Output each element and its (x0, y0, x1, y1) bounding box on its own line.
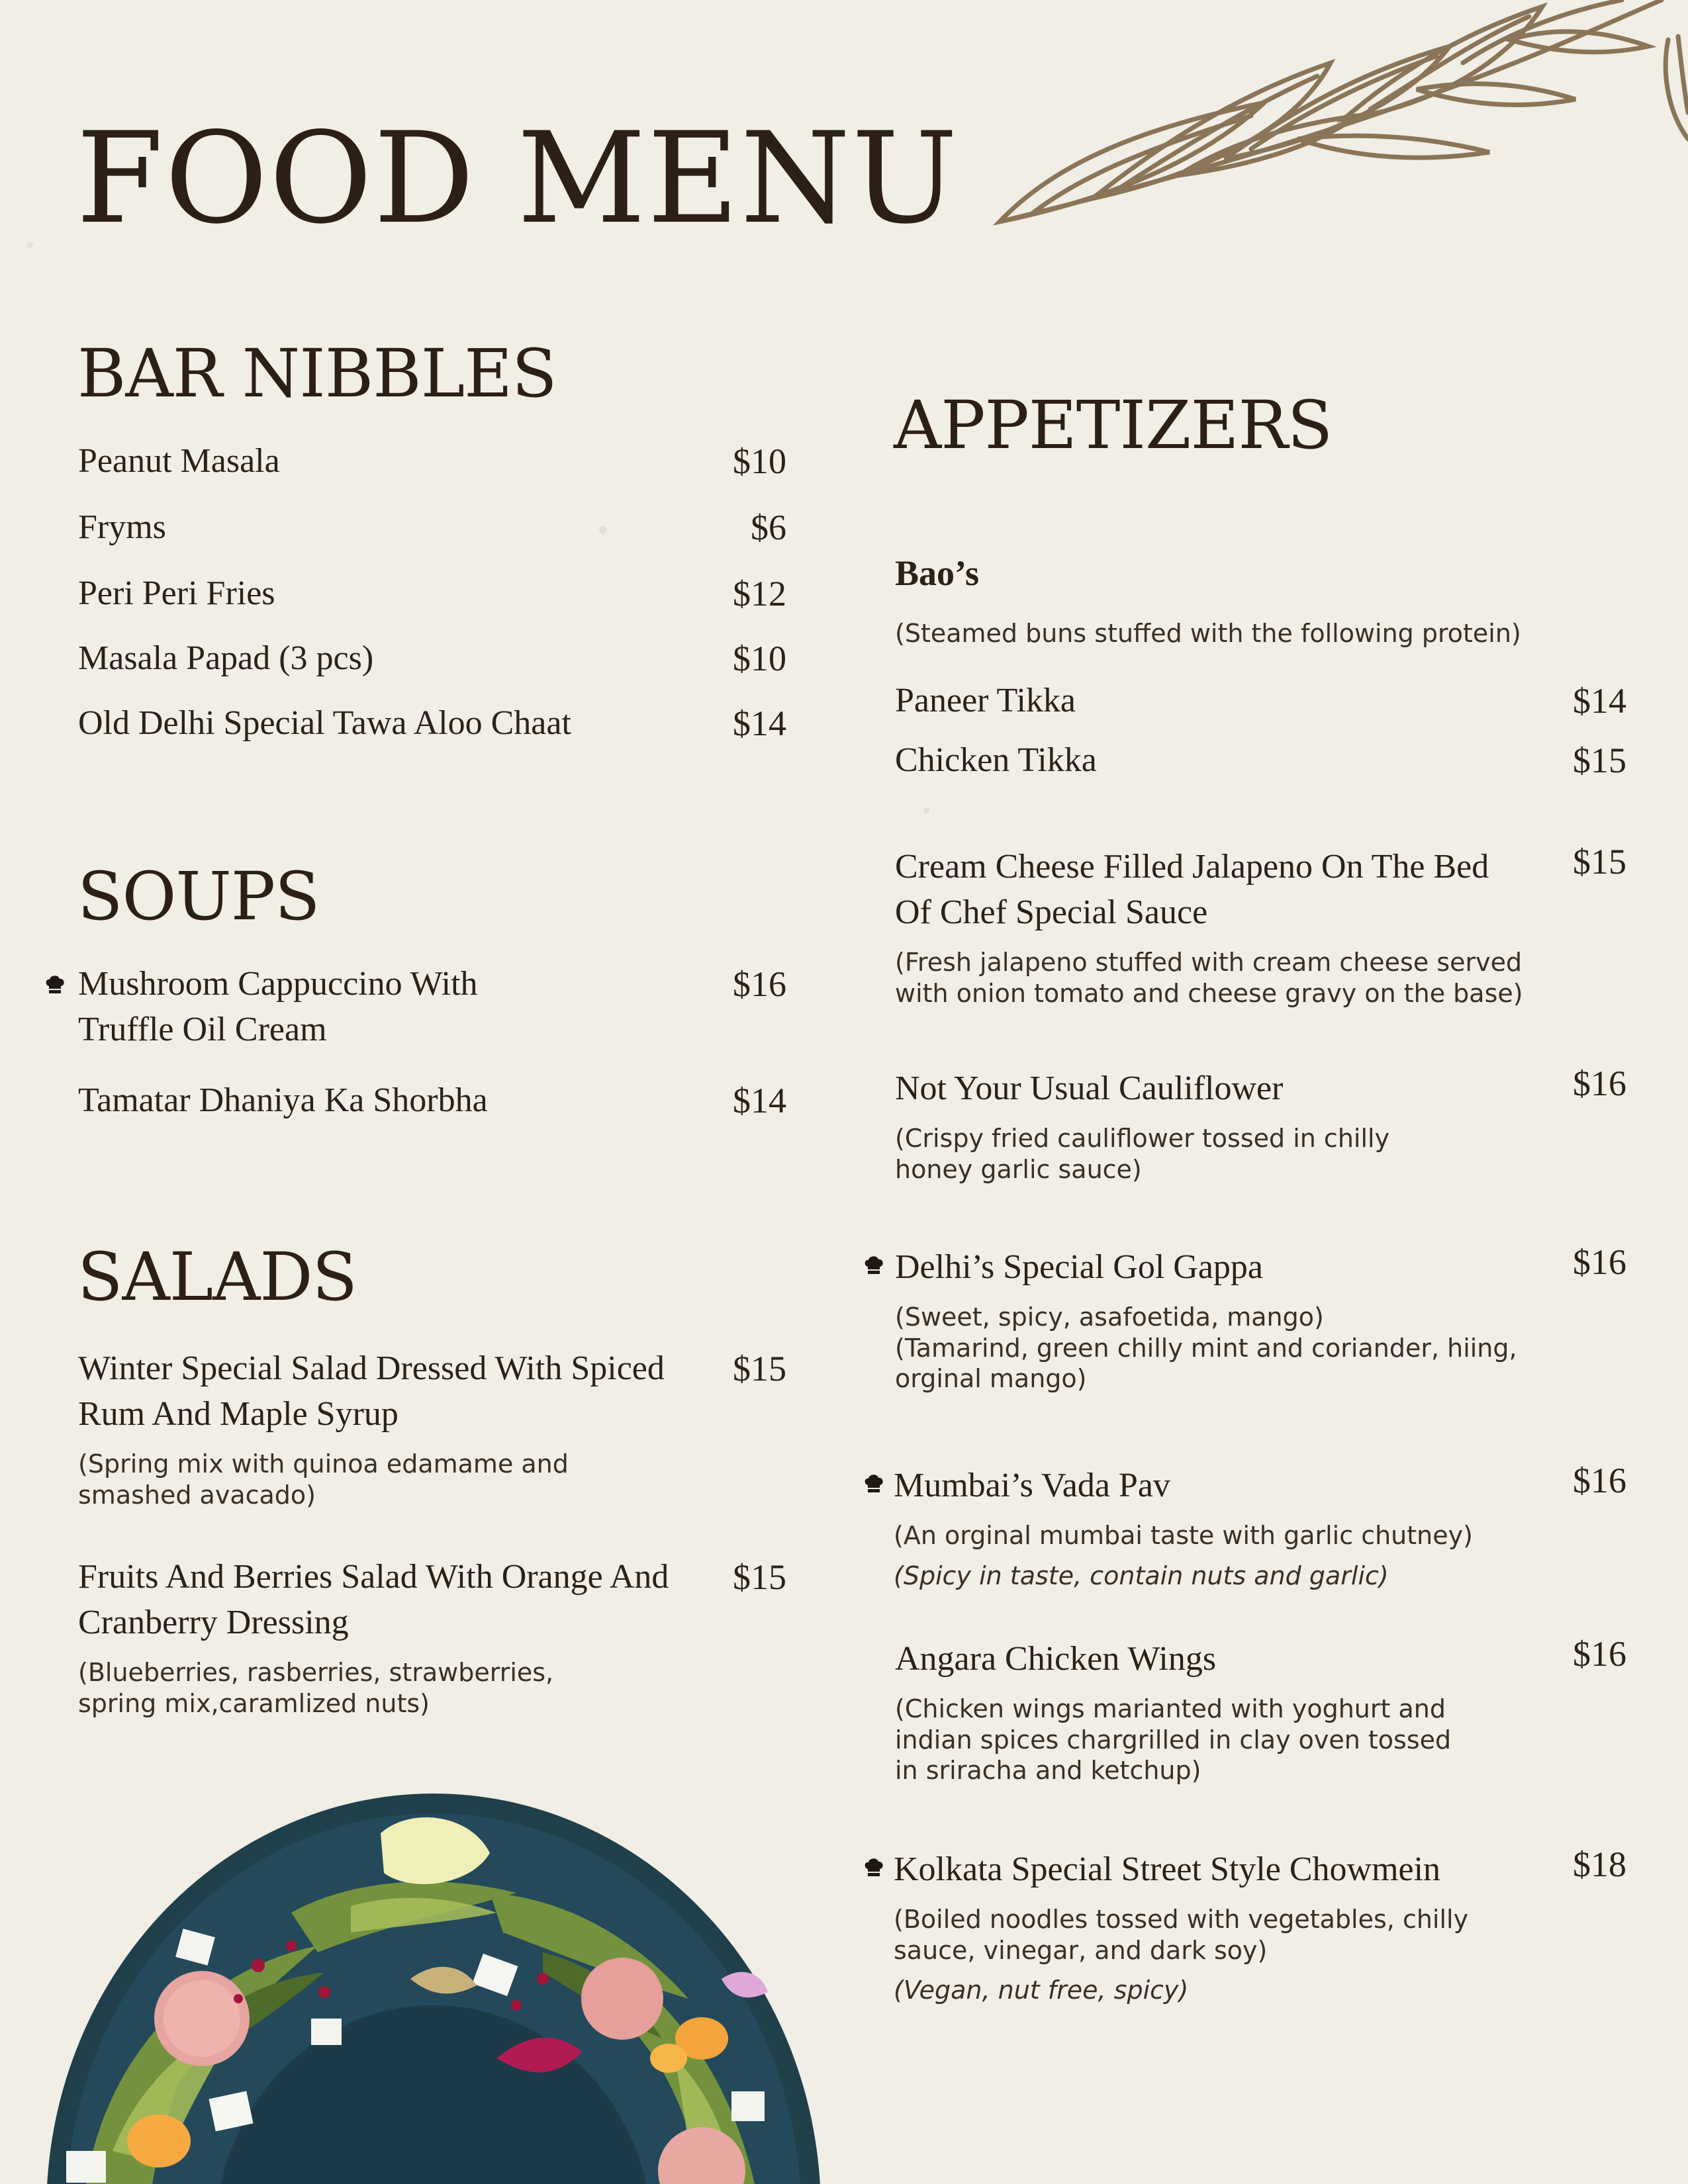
menu-item-jalapeno (895, 844, 1626, 1009)
item-price: $6 (751, 508, 786, 547)
item-name: Kolkata Special Street Style Chowmein (894, 1850, 1441, 1888)
item-name: Mumbai’s Vada Pav (894, 1467, 1170, 1504)
item-price: $15 (733, 1557, 786, 1597)
item-description: (Boiled noodles tossed with vegetables, chilly sauce, vinegar, and dark soy) (894, 1905, 1469, 1965)
item-description: (Spring mix with quinoa edamame and smashed avacado) (78, 1449, 569, 1510)
item-name: Angara Chicken Wings (895, 1640, 1217, 1678)
item-name: Tamatar Dhaniya Ka Shorbha (78, 1081, 488, 1119)
item-name: Chicken Tikka (895, 741, 1097, 779)
section-title-appetizers: APPETIZERS (894, 387, 1333, 464)
item-name: Masala Papad (3 pcs) (78, 639, 374, 677)
item-name: Fryms (78, 508, 166, 546)
item-name: Delhi’s Special Gol Gappa (895, 1248, 1263, 1286)
item-price: $16 (1573, 1634, 1626, 1674)
section-title-salads: SALADS (77, 1238, 357, 1316)
item-name: Old Delhi Special Tawa Aloo Chaat (78, 704, 571, 742)
item-name: Fruits And Berries Salad With Orange And Cranberry Dressing (78, 1558, 669, 1642)
menu-item-mushroom-cappuccino (78, 961, 786, 1052)
item-name: Winter Special Salad Dressed With Spiced Rum And Maple Syrup (78, 1349, 665, 1433)
item-description: (Fresh jalapeno stuffed with cream cheese served with onion tomato and cheese gravy on the base) (895, 948, 1523, 1008)
item-description: (Crispy fried cauliflower tossed in chilly honey garlic sauce) (895, 1124, 1390, 1184)
chef-hat-icon (45, 974, 65, 995)
menu-item-fruits-berries-salad (78, 1554, 786, 1719)
item-price: $16 (733, 964, 786, 1004)
salad-bowl-photo (40, 1780, 827, 2184)
item-name: Cream Cheese Filled Jalapeno On The Bed Of Chef Special Sauce (895, 848, 1489, 932)
item-note: (Spicy in taste, contain nuts and garlic) (894, 1561, 1389, 1590)
item-name: Peri Peri Fries (78, 574, 275, 612)
menu-item-winter-salad (78, 1345, 786, 1510)
item-description: (An orginal mumbai taste with garlic chutney) (894, 1521, 1473, 1551)
menu-item-gol-gappa (895, 1244, 1626, 1394)
item-price: $10 (733, 639, 786, 678)
menu-item-chicken-tikka (895, 737, 1626, 783)
item-description: (Chicken wings marianted with yoghurt and indian spices chargrilled in clay oven tossed in sriracha and ketchup) (895, 1694, 1452, 1785)
menu-item-paneer-tikka (895, 678, 1626, 723)
menu-item-masala-papad (78, 635, 786, 681)
menu-item-peri-peri-fries (78, 570, 786, 616)
section-title-bar-nibbles: BAR NIBBLES (77, 335, 557, 412)
menu-item-tawa-aloo-chaat (78, 700, 786, 746)
item-name: Not Your Usual Cauliflower (895, 1069, 1284, 1107)
item-price: $14 (733, 704, 786, 743)
menu-item-tamatar-shorbha (78, 1077, 786, 1123)
chef-hat-icon (864, 1255, 884, 1276)
item-price: $14 (1573, 681, 1626, 721)
menu-item-fryms (78, 504, 786, 550)
section-title-soups: SOUPS (77, 858, 320, 935)
item-price: $16 (1573, 1242, 1626, 1282)
leaves-illustration (986, 0, 1688, 238)
item-description: (Blueberries, rasberries, strawberries, spring mix,caramlized nuts) (78, 1658, 554, 1718)
item-price: $15 (733, 1349, 786, 1388)
item-price: $16 (1573, 1461, 1626, 1500)
menu-item-chicken-wings (895, 1636, 1626, 1786)
paper-speck (923, 807, 929, 813)
menu-item-peanut-masala (78, 438, 786, 484)
bao-heading: Bao’s (895, 553, 980, 593)
paper-speck (26, 242, 33, 248)
item-name: Peanut Masala (78, 442, 280, 480)
item-name: Mushroom Cappuccino With Truffle Oil Cream (78, 965, 478, 1049)
item-price: $10 (733, 441, 786, 481)
chef-hat-icon (864, 1857, 884, 1878)
menu-item-chowmein (894, 1846, 1626, 2005)
item-description: (Sweet, spicy, asafoetida, mango) (Tamarind, green chilly mint and coriander, hiing, orginal mango) (895, 1302, 1517, 1393)
item-note: (Vegan, nut free, spicy) (894, 1975, 1189, 2005)
bao-description: (Steamed buns stuffed with the following protein) (895, 619, 1521, 648)
menu-item-cauliflower (895, 1066, 1626, 1185)
chef-hat-icon (864, 1473, 884, 1494)
item-price: $15 (1573, 741, 1626, 780)
item-price: $15 (1573, 842, 1626, 882)
item-price: $18 (1573, 1844, 1626, 1884)
item-price: $14 (733, 1081, 786, 1120)
menu-item-vada-pav (894, 1463, 1626, 1591)
page-title: FOOD MENU (76, 105, 959, 251)
item-price: $16 (1573, 1064, 1626, 1103)
item-name: Paneer Tikka (895, 682, 1076, 719)
item-price: $12 (733, 574, 786, 614)
